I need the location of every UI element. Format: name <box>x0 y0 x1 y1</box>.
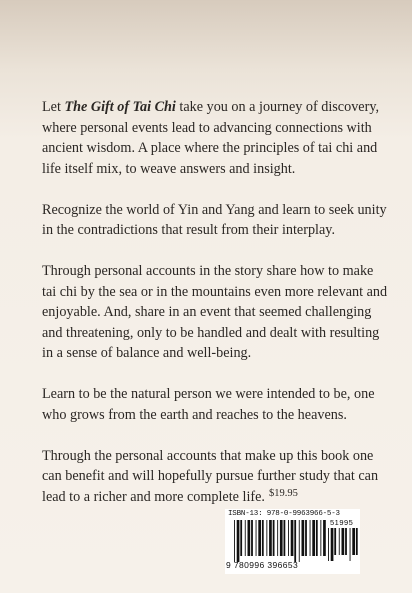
barcode-bar <box>284 520 286 556</box>
barcode-bar <box>352 528 355 555</box>
isbn-barcode <box>225 509 360 574</box>
book-title: The Gift of Tai Chi <box>64 99 176 115</box>
barcode-bar <box>334 528 336 555</box>
barcode-bar <box>320 520 321 556</box>
barcode-bar <box>350 528 351 561</box>
barcode-bar <box>269 520 272 556</box>
barcode-bar <box>305 520 307 556</box>
barcode-bar <box>240 520 242 556</box>
barcode-bar <box>312 520 315 556</box>
barcode-bar <box>245 520 246 556</box>
barcode-bar <box>299 520 300 562</box>
barcode-bar <box>342 528 345 555</box>
barcode-bar <box>310 520 311 556</box>
barcode-bar <box>280 520 283 556</box>
blurb-paragraph-5: Through the personal accounts that make up this book one can benefit and will hopefully pursue further study that can lead to a richer and more complete life. <box>42 447 379 505</box>
barcode-bar <box>339 528 340 555</box>
barcode-bar <box>277 520 278 556</box>
blurb-paragraph-4: Learn to be the natural person we were intended to be, one who grows from the earth and reaches to the heavens. <box>42 386 375 423</box>
barcode-bar <box>251 520 253 556</box>
addon-barcode-bars <box>328 528 358 561</box>
barcode-bar <box>294 520 296 562</box>
barcode-bar <box>273 520 275 556</box>
barcode-bar <box>356 528 358 555</box>
ean-barcode-bars <box>234 520 326 562</box>
cover-blurb <box>42 97 388 528</box>
barcode-bar <box>345 528 347 555</box>
blurb-let: Let <box>42 99 61 115</box>
barcode-bar <box>302 520 305 556</box>
barcode-bar <box>323 520 326 556</box>
barcode-bar <box>291 520 294 556</box>
barcode-bar <box>266 520 267 556</box>
ean-number: 9 780996 396653 <box>226 560 299 570</box>
addon-number: 51995 <box>330 518 354 527</box>
barcode-bar <box>234 520 235 562</box>
barcode-bar <box>262 520 264 556</box>
barcode-bar <box>328 528 329 561</box>
blurb-paragraph-1 <box>42 97 388 179</box>
barcode-bar <box>237 520 240 562</box>
barcode-bar <box>316 520 318 556</box>
isbn-label: ISBN-13: 978-0-9963966-5-3 <box>228 510 340 518</box>
barcode-bar <box>258 520 261 556</box>
barcode-bar <box>288 520 289 556</box>
barcode-bar <box>248 520 251 556</box>
barcode-bar <box>256 520 257 556</box>
barcode-bar <box>331 528 334 561</box>
blurb-paragraph-2: Recognize the world of Yin and Yang and learn to seek unity in the contradictions that result from their interplay. <box>42 201 387 238</box>
blurb-paragraph-3: Through personal accounts in the story share how to make tai chi by the sea or in the mountains even more relevant and enjoyable. And, share in an event that seemed challenging and threatening, only to be handled and dealt with resulting in a sense of balance and well-being. <box>42 263 388 361</box>
blurb-p1-text: take you on a journey of discovery, where personal events lead to advancing connections with ancient wisdom. A place where the principles of tai chi and life itself mix, to weave answers and insight. <box>42 99 380 177</box>
price-label: $19.95 <box>269 488 298 499</box>
